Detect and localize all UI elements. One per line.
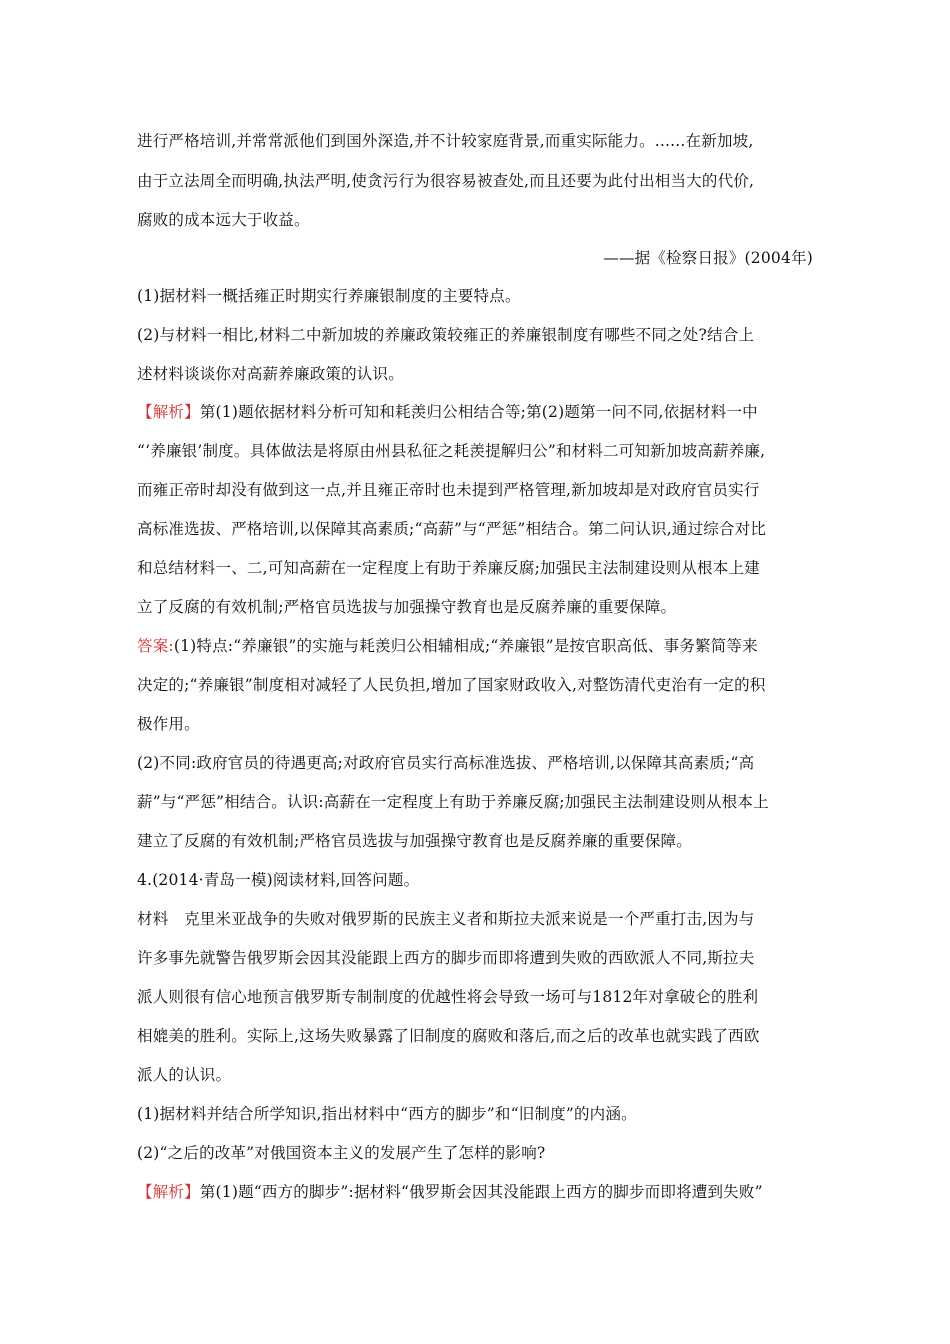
question-2-line: 述材料谈谈你对高薪养廉政策的认识。: [137, 365, 404, 383]
answer-line: [137, 636, 817, 656]
question-4-1: (1)据材料并结合所学知识,指出材料中“西方的脚步”和“旧制度”的内涵。: [137, 1105, 637, 1123]
analysis-line: 高标准选拔、严格培训,以保障其高素质;“高薪”与“严惩”相结合。第二问认识,通过综合对比: [137, 520, 767, 538]
analysis-line: 立了反腐的有效机制;严格官员选拔与加强操守教育也是反腐养廉的重要保障。: [137, 598, 677, 616]
question-1: (1)据材料一概括雍正时期实行养廉银制度的主要特点。: [137, 287, 521, 305]
answer-line: 薪”与“严惩”相结合。认识:高薪在一定程度上有助于养廉反腐;加强民主法制建设则从根本上: [137, 793, 769, 811]
material-line: 派人的认识。: [137, 1066, 232, 1084]
paragraph-line: 腐败的成本远大于收益。: [137, 211, 310, 229]
material-line: 许多事先就警告俄罗斯会因其没能跟上西方的脚步而即将遭到失败的西欧派人不同,斯拉夫: [137, 949, 755, 967]
answer-line: 极作用。: [137, 715, 200, 733]
analysis-line: 和总结材料一、二,可知高薪在一定程度上有助于养廉反腐;加强民主法制建设则从根本上建: [137, 559, 760, 577]
paragraph-line: 由于立法周全而明确,执法严明,使贪污行为很容易被查处,而且还要为此付出相当大的代价,: [137, 172, 755, 190]
answer-line: 决定的;“养廉银”制度相对减轻了人民负担,增加了国家财政收入,对整饬清代吏治有一定的积: [137, 676, 766, 694]
material-line: 相媲美的胜利。实际上,这场失败暴露了旧制度的腐败和落后,而之后的改革也就实践了西欧: [137, 1027, 760, 1045]
question-2-line: (2)与材料一相比,材料二中新加坡的养廉政策较雍正的养廉银制度有哪些不同之处?结合上: [137, 326, 755, 344]
answer-line: (2)不同:政府官员的待遇更高;对政府官员实行高标准选拔、严格培训,以保障其高素质;“高: [137, 754, 755, 772]
analysis-2-line: [137, 1182, 817, 1202]
analysis-label: 【解析】: [137, 403, 200, 421]
answer-line: 建立了反腐的有效机制;严格官员选拔与加强操守教育也是反腐养廉的重要保障。: [137, 832, 692, 850]
material-line: 材料 克里米亚战争的失败对俄罗斯的民族主义者和斯拉夫派来说是一个严重打击,因为与: [137, 910, 755, 928]
question-4-2: (2)“之后的改革”对俄国资本主义的发展产生了怎样的影响?: [137, 1144, 546, 1162]
material-line: 派人则很有信心地预言俄罗斯专制制度的优越性将会导致一场可与1812年对拿破仑的胜利: [137, 988, 759, 1006]
analysis-line: 而雍正帝时却没有做到这一点,并且雍正帝时也未提到严格管理,新加坡却是对政府官员实行: [137, 481, 760, 499]
source-citation: ——据《检察日报》(2004年): [603, 249, 813, 267]
paragraph-line: 进行严格培训,并常常派他们到国外深造,并不计较家庭背景,而重实际能力。......在新加坡,: [137, 132, 754, 150]
answer-label: 答案:: [137, 637, 174, 655]
answer-text: (1)特点:“养廉银”的实施与耗羡归公相辅相成;“养廉银”是按官职高低、事务繁简等来: [173, 637, 758, 655]
analysis-2-text: 第(1)题“西方的脚步”:据材料“俄罗斯会因其没能跟上西方的脚步而即将遭到失败”: [199, 1183, 763, 1201]
analysis-text: 第(1)题依据材料分析可知和耗羡归公相结合等;第(2)题第一问不同,依据材料一中: [199, 403, 758, 421]
analysis-line: “‘养廉银’制度。具体做法是将原由州县私征之耗羡提解归公”和材料二可知新加坡高薪养廉,: [137, 442, 766, 460]
analysis-2-label: 【解析】: [137, 1183, 200, 1201]
question-4-title: 4.(2014·青岛一模)阅读材料,回答问题。: [137, 871, 420, 889]
analysis-line: [137, 402, 817, 422]
